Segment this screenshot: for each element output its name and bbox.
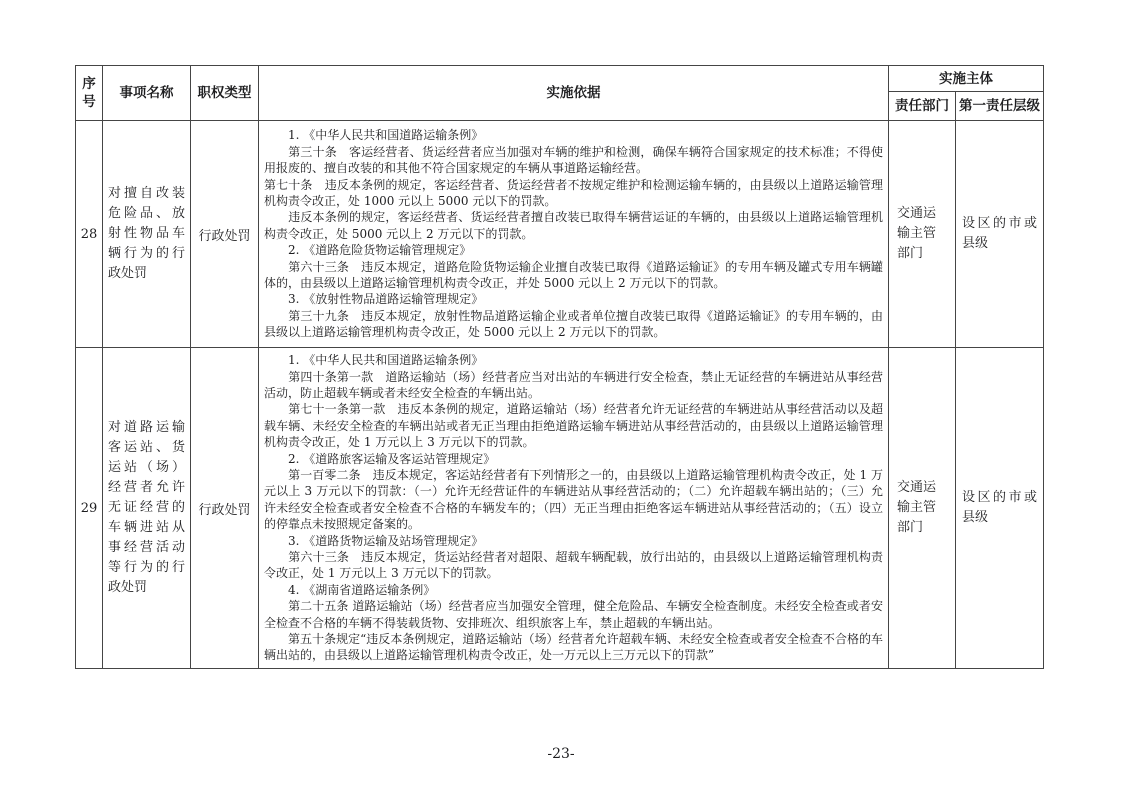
basis-paragraph: 第六十三条 违反本规定，道路危险货物运输企业擅自改装已取得《道路运输证》的专用车辆及罐式专用车辆罐体的，由县级以上道路运输管理机构责令改正，并处 5000 元以上 2 万元以下的罚款。 (264, 259, 883, 291)
table-row (76, 348, 1044, 669)
cell-authority-type: 行政处罚 (191, 121, 259, 348)
header-item-name: 事项名称 (103, 66, 191, 121)
cell-item-name: 对道路运输客运站、货运站（场）经营者允许无证经营的车辆进站从事经营活动等行为的行政处罚 (103, 348, 191, 669)
basis-paragraph: 第二十五条 道路运输站（场）经营者应当加强安全管理，健全危险品、车辆安全检查制度。未经安全检查或者安全检查不合格的车辆不得装载货物、安排班次、组织旅客上车，禁止超载的车辆出站。 (264, 599, 883, 630)
basis-paragraph: 2. 《道路危险货物运输管理规定》 (264, 243, 472, 258)
basis-paragraph: 4. 《湖南省道路运输条例》 (264, 582, 436, 597)
header-responsible-department: 责任部门 (889, 92, 956, 121)
header-authority-type: 职权类型 (191, 66, 259, 121)
cell-responsible-department: 交通运输主管部门 (889, 348, 956, 669)
cell-authority-type: 行政处罚 (191, 348, 259, 669)
cell-responsible-department: 交通运输主管部门 (889, 121, 956, 348)
basis-paragraph: 第三十条 客运经营者、货运经营者应当加强对车辆的维护和检测，确保车辆符合国家规定的技术标准；不得使用报废的、擅自改装的和其他不符合国家规定的车辆从事道路运输经营。 (264, 144, 883, 176)
header-implementation-basis: 实施依据 (259, 66, 889, 121)
cell-implementation-basis (259, 121, 889, 348)
basis-paragraph: 第一百零二条 违反本规定，客运站经营者有下列情形之一的，由县级以上道路运输管理机构责令改正，处 1 万元以上 3 万元以下的罚款：（一）允许无经营证件的车辆进站从事经营活动的；（二）允许超载车辆出站的；（三）允许未经安全检查或者安全检查不合格的车辆发车的；（四）无正当理由拒绝客运车辆进站从事经营活动的；（五）设立的停靠点未按照规定备案的。 (264, 467, 883, 532)
basis-paragraph: 第三十九条 违反本规定，放射性物品道路运输企业或者单位擅自改装已取得《道路运输证》的专用车辆的，由县级以上道路运输管理机构责令改正，处 5000 元以上 2 万元以下的罚款。 (264, 308, 883, 340)
basis-paragraph: 第四十条第一款 道路运输站（场）经营者应当对出站的车辆进行安全检查，禁止无证经营的车辆进站从事经营活动，防止超载车辆或者未经安全检查的车辆出站。 (264, 369, 883, 400)
table-row (76, 121, 1044, 348)
cell-serial: 28 (76, 121, 103, 348)
cell-implementation-basis (259, 348, 889, 669)
cell-first-responsibility-level: 设区的市或县级 (956, 348, 1044, 669)
basis-paragraph: 第五十条规定“违反本条例规定，道路运输站（场）经营者允许超载车辆、未经安全检查或者安全检查不合格的车辆出站的，由县级以上道路运输管理机构责令改正，处一万元以上三万元以下的罚款” (264, 632, 883, 663)
page-number: -23- (547, 746, 575, 762)
basis-paragraph: 3. 《放射性物品道路运输管理规定》 (264, 292, 484, 307)
basis-paragraph: 1. 《中华人民共和国道路运输条例》 (264, 128, 484, 143)
cell-first-responsibility-level: 设区的市或县级 (956, 121, 1044, 348)
basis-paragraph: 第六十三条 违反本规定，货运站经营者对超限、超载车辆配载，放行出站的，由县级以上道路运输管理机构责令改正，处 1 万元以上 3 万元以下的罚款。 (264, 550, 883, 581)
basis-paragraph: 1. 《中华人民共和国道路运输条例》 (264, 353, 484, 368)
basis-paragraph: 3. 《道路货物运输及站场管理规定》 (264, 533, 484, 548)
authority-table (75, 65, 1044, 669)
cell-item-name: 对擅自改装危险品、放射性物品车辆行为的行政处罚 (103, 121, 191, 348)
header-first-responsibility-level: 第一责任层级 (956, 92, 1044, 121)
basis-paragraph: 违反本条例的规定，客运经营者、货运经营者擅自改装已取得车辆营运证的车辆的，由县级以上道路运输管理机构责令改正，处 5000 元以上 2 万元以下的罚款。 (264, 210, 883, 241)
header-implementation-subject: 实施主体 (889, 66, 1044, 92)
cell-serial: 29 (76, 348, 103, 669)
basis-paragraph: 第七十条 违反本条例的规定，客运经营者、货运经营者不按规定维护和检测运输车辆的，由县级以上道路运输管理机构责令改正，处 1000 元以上 5000 元以下的罚款。 (264, 177, 883, 208)
basis-paragraph: 2. 《道路旅客运输及客运站管理规定》 (264, 451, 496, 466)
header-row-top (76, 66, 1044, 92)
basis-paragraph: 第七十一条第一款 违反本条例的规定，道路运输站（场）经营者允许无证经营的车辆进站从事经营活动以及超载车辆、未经安全检查的车辆出站或者无正当理由拒绝道路运输车辆进站从事经营活动的，由县级以上道路运输管理机构责令改正，处 1 万元以上 3 万元以下的罚款。 (264, 402, 883, 450)
header-serial: 序号 (76, 66, 103, 121)
authority-table-container (75, 65, 1044, 669)
